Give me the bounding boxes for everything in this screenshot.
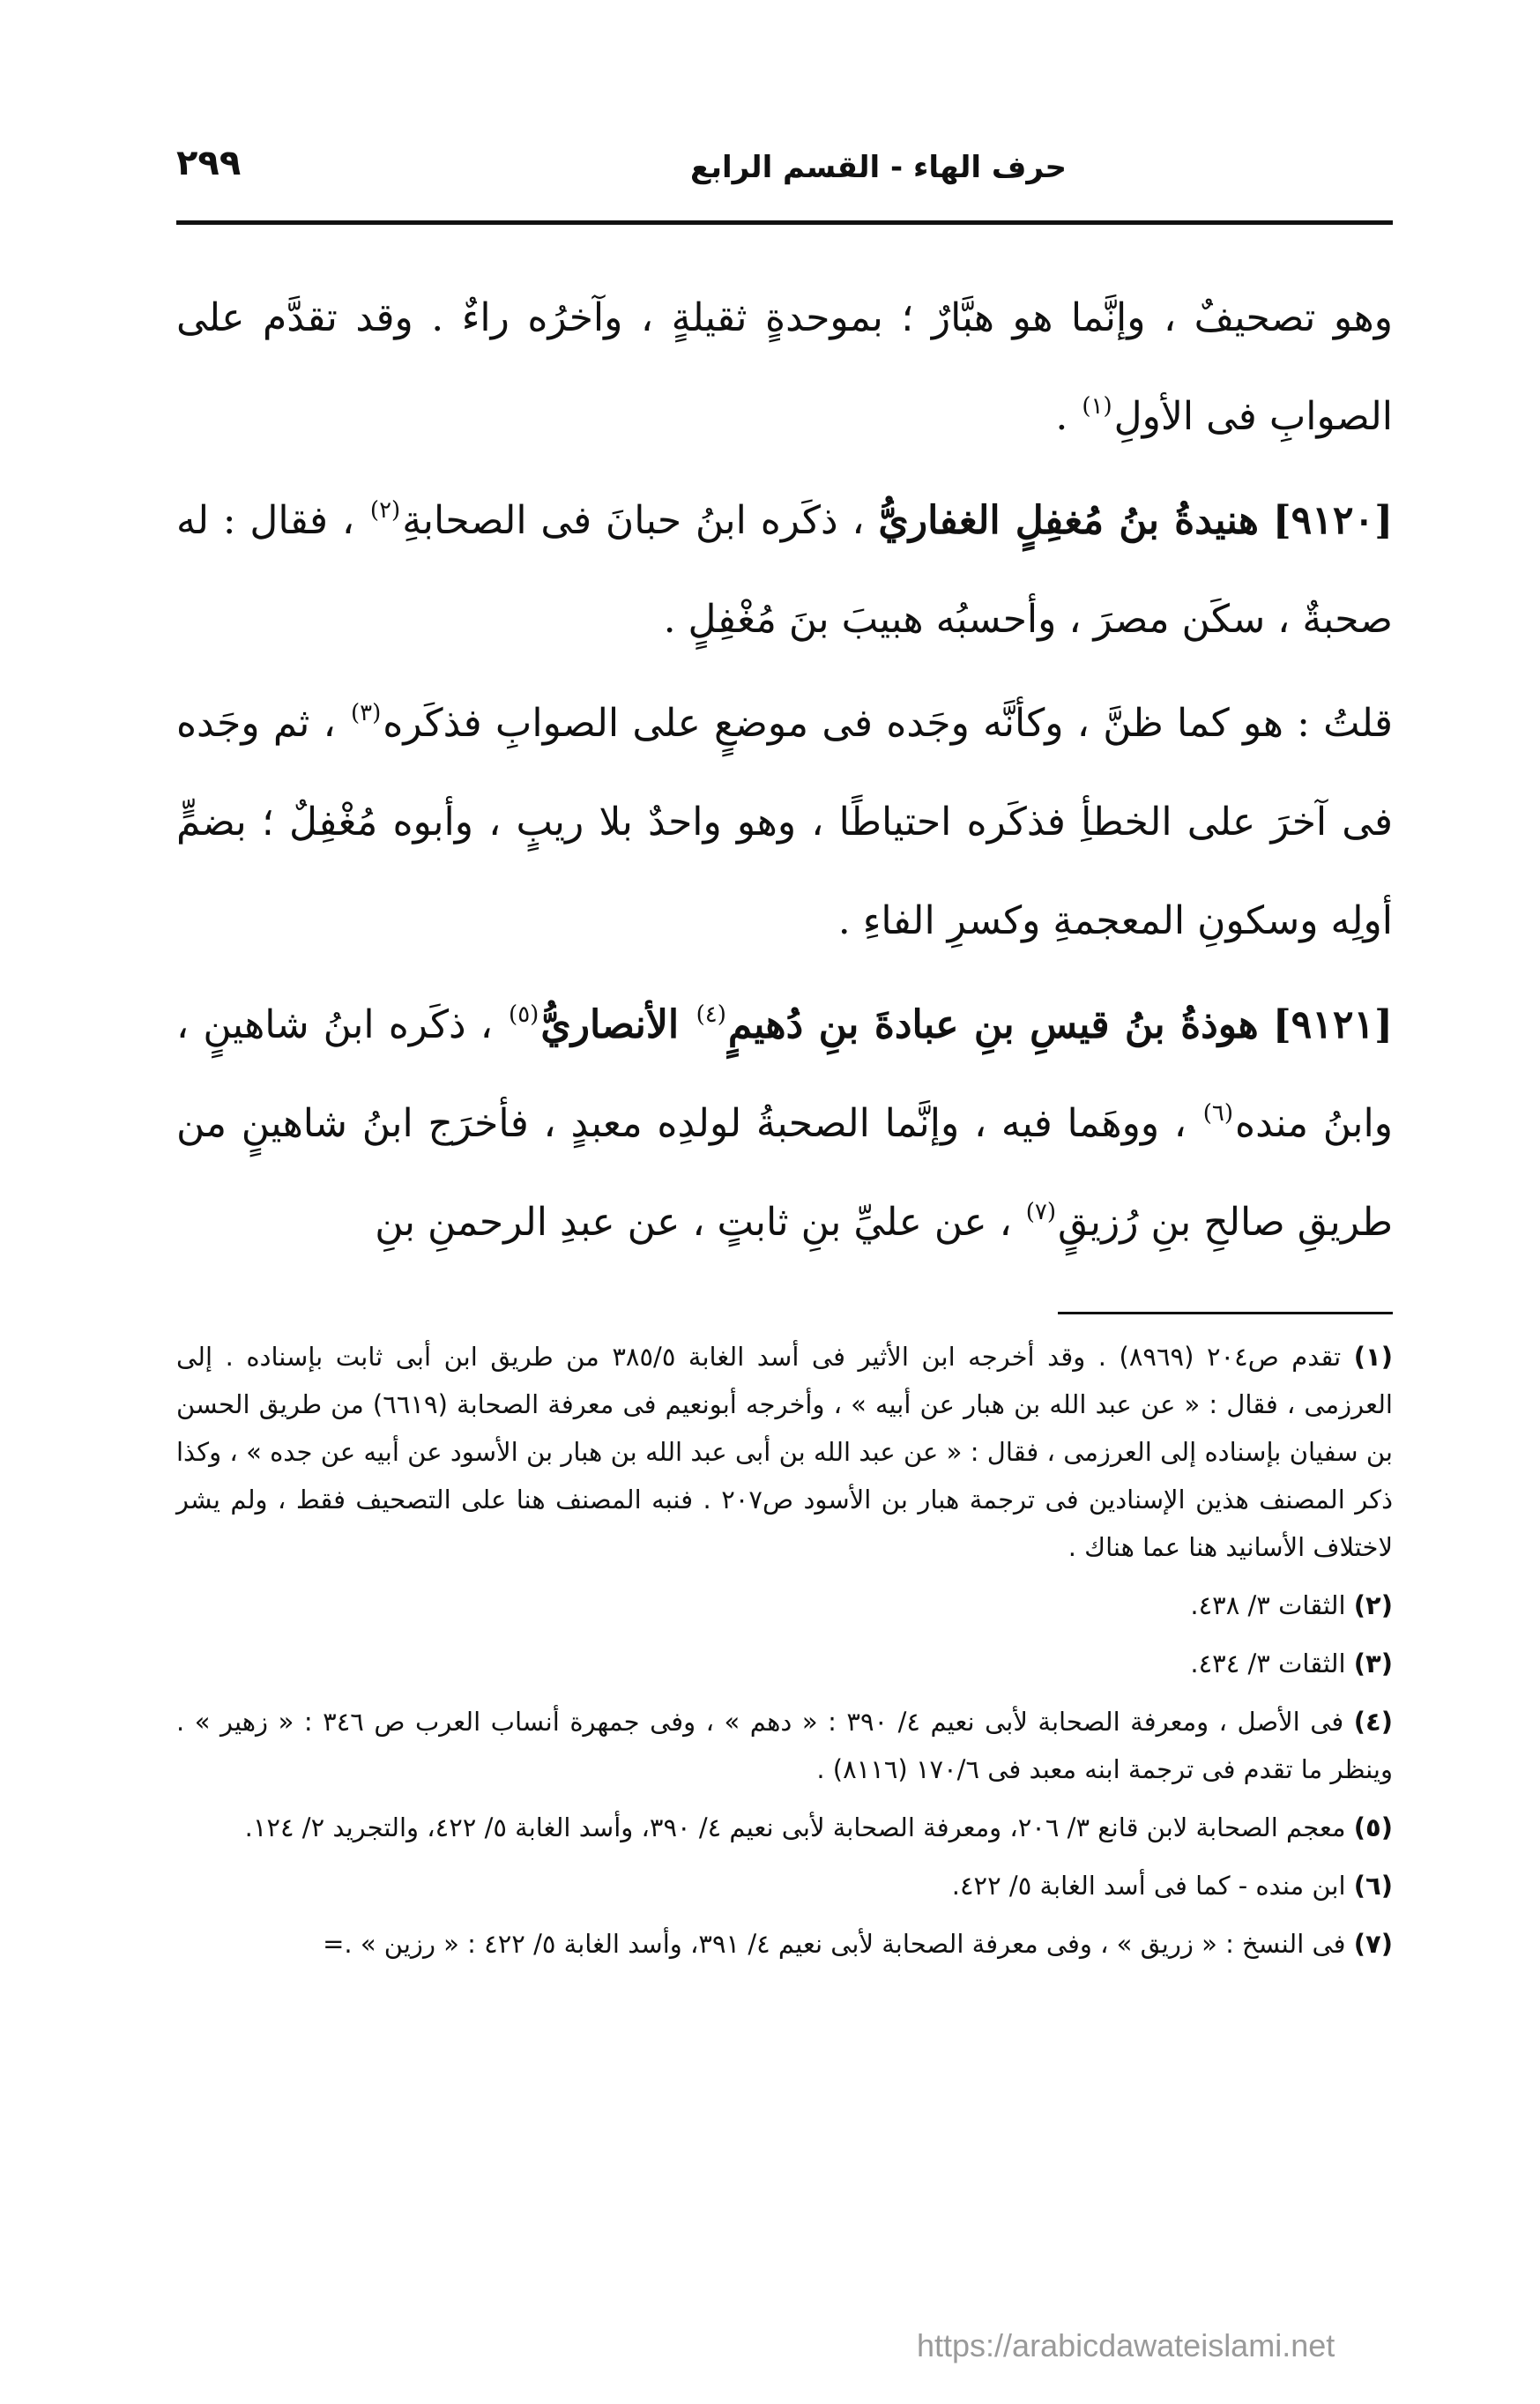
footnote-5 [176,1804,1393,1851]
footnote-label: (٧) [1353,1929,1393,1959]
footnote-1 [176,1333,1393,1571]
footnote-label: (٦) [1353,1871,1393,1901]
footnote-ref-1[interactable]: (١) [1082,393,1112,420]
entry-name: هوذةُ بنُ قيسِ بنِ عبادةَ بنِ دُهيمٍ [727,1002,1259,1047]
paragraph-3-text-b: ، ثم وجَده فى آخرَ على الخطأِ فذكَره احتياطًا ، وهو واحدٌ بلا ريبٍ ، وأبوه مُغْفِلٌ ؛ بضمٍّ أولِه وسكونِ المعجمةِ وكسرِ الفاءِ . [176,701,1393,943]
footnote-ref-2[interactable]: (٢) [369,497,401,524]
footnote-text: تقدم ص٢٠٤ (٨٩٦٩) . وقد أخرجه ابن الأثير فى أسد الغابة ٣٨٥/٥ من طريق ابن أبى ثابت بإسناده . إلى العرزمى ، فقال : « عن عبد الله بن هبار عن أبيه » ، وأخرجه أبونعيم فى معرفة الصحابة (٦٦١٩) من طريق الحسن بن سفيان بإسناده إلى العرزمى ، فقال : « عن عبد الله بن أبى عبد الله بن هبار بن الأسود عن أبيه عن جده » ، وكذا ذكر المصنف هذين الإسنادين فى ترجمة هبار بن الأسود ص٢٠٧ . فنبه المصنف هنا على التصحيف فقط ، ولم يشر لاختلاف الأسانيد هنا عما هناك . [176,1342,1393,1562]
paragraph-3-text-a: قلتُ : هو كما ظنَّ ، وكأنَّه وجَده فى موضعٍ على الصوابِ فذكَره [383,701,1393,746]
footnote-ref-7[interactable]: (٧) [1025,1199,1057,1225]
entry-text-c: ، عن عليِّ بنِ ثابتٍ ، عن عبدِ الرحمنِ بنِ [375,1200,1024,1245]
running-header [176,143,1393,205]
entry-text-a: ، ذكَره ابنُ شاهينٍ ، وابنُ منده [176,1002,1393,1146]
entry-number: [٩١٢١] [1272,1002,1393,1047]
paragraph-1-end: . [1055,394,1081,439]
watermark-url: https://arabicdawateislami.net [917,2327,1335,2363]
page-number: ٢٩٩ [176,143,242,183]
paragraph-3 [176,674,1393,971]
footnote-label: (٥) [1353,1812,1393,1842]
entry-name-nisba: الأنصاريُّ [540,1002,695,1047]
header-title: حرف الهاء - القسم الرابع [690,150,1067,185]
footnote-6 [176,1862,1393,1909]
footnote-text: ابن منده - كما فى أسد الغابة ٥/ ٤٢٢. [951,1871,1346,1901]
footnote-7 [176,1920,1393,1968]
entry-name: هنيدةُ بنُ مُغفِلٍ الغفاريُّ [878,498,1260,543]
footnote-ref-5[interactable]: (٥) [509,1001,539,1028]
entry-text-b: ، ووهَما فيه ، وإنَّما الصحبةُ لولدِه معبدٍ ، فأخرَج ابنُ شاهينٍ من طريقِ صالحِ بنِ رُزيقٍ [176,1101,1393,1245]
footnote-text: معجم الصحابة لابن قانع ٣/ ٢٠٦، ومعرفة الصحابة لأبى نعيم ٤/ ٣٩٠، وأسد الغابة ٥/ ٤٢٢، والتجريد ٢/ ١٢٤. [244,1812,1346,1842]
entry-text-b: ، فقال : له صحبةٌ ، سكَن مصرَ ، وأحسبُه هبيبَ بنَ مُغْفِلٍ . [176,498,1393,642]
footnotes [176,1333,1393,1978]
entry-text-a: ، ذكَره ابنُ حبانَ فى الصحابةِ [402,498,879,543]
footnote-text: الثقات ٣/ ٤٣٤. [1190,1649,1346,1678]
footnote-label: (٢) [1353,1590,1393,1620]
footnote-text: فى الأصل ، ومعرفة الصحابة لأبى نعيم ٤/ ٣٩٠ : « دهم » ، وفى جمهرة أنساب العرب ص ٣٤٦ : « زهير » . وينظر ما تقدم فى ترجمة ابنه معبد فى ١٧٠/٦ (٨١١٦) . [176,1707,1393,1784]
entry-9120 [176,472,1393,669]
main-text [176,269,1393,1277]
footnote-ref-6[interactable]: (٦) [1202,1100,1234,1127]
entry-9121 [176,976,1393,1272]
footnote-text: فى النسخ : « زريق » ، وفى معرفة الصحابة لأبى نعيم ٤/ ٣٩١، وأسد الغابة ٥/ ٤٢٢ : « رزين » .= [323,1929,1346,1959]
footnote-label: (٣) [1353,1649,1393,1678]
footnote-label: (١) [1353,1342,1393,1372]
footnote-text: الثقات ٣/ ٤٣٨. [1190,1590,1346,1620]
footnote-rule [1058,1312,1393,1314]
paragraph-1-text: وهو تصحيفٌ ، وإنَّما هو هبَّارٌ ؛ بموحدةٍ ثقيلةٍ ، وآخرُه راءٌ . وقد تقدَّم على الصوابِ فى الأولِ [176,295,1393,439]
footnote-2 [176,1582,1393,1629]
footnote-3 [176,1640,1393,1687]
footnote-4 [176,1698,1393,1793]
footnote-ref-4[interactable]: (٤) [696,1001,726,1028]
paragraph-1 [176,269,1393,466]
footnote-label: (٤) [1353,1707,1394,1737]
entry-number: [٩١٢٠] [1272,498,1394,543]
footnote-ref-3[interactable]: (٣) [351,700,382,726]
header-rule [176,220,1393,225]
